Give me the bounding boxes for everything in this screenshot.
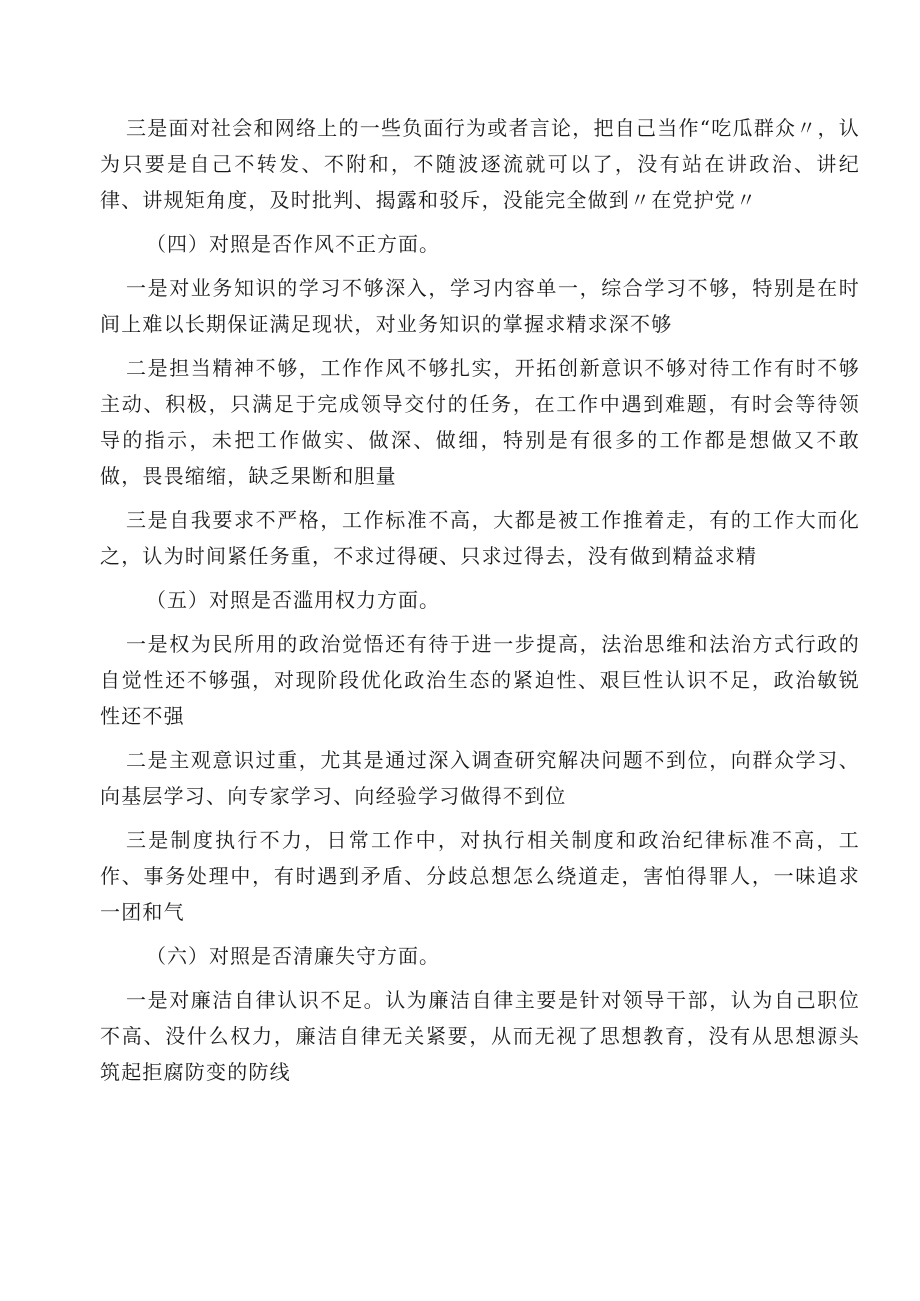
paragraph-ershi-dandang: 二是担当精神不够，工作作风不够扎实，开拓创新意识不够对待工作有时不够主动、积极，只满足于完成领导交付的任务，在工作中遇到难题，有时会等待领导的指示，未把工作做实、做深、做细，特别是有很多的工作都是想做又不敢做，畏畏缩缩，缺乏果断和胆量 [100,356,860,488]
paragraph-sanshi-wangluo: 三是面对社会和网络上的一些负面行为或者言论，把自己当作“吃瓜群众〃，认为只要是自己不转发、不附和，不随波逐流就可以了，没有站在讲政治、讲纪律、讲规矩角度，及时批判、揭露和驳斥，没能完全做到〃在党护党〃 [100,116,860,212]
spacer [100,342,860,350]
spacer [100,262,860,270]
spacer [100,930,860,938]
spacer [100,574,860,582]
spacer [100,618,860,626]
paragraph-sanshi-ziwo: 三是自我要求不严格，工作标准不高，大都是被工作推着走，有的工作大而化之，认为时间紧任务重，不求过得硬、只求过得去，没有做到精益求精 [100,508,860,568]
paragraph-sanshi-zhidu: 三是制度执行不力，日常工作中，对执行相关制度和政治纪律标准不高，工作、事务处理中，有时遇到矛盾、分歧总想怎么绕道走，害怕得罪人，一味追求一团和气 [100,828,860,924]
section-heading-6: （六）对照是否清廉失守方面。 [146,944,440,968]
spacer [100,218,860,226]
spacer [100,734,860,742]
document-page [100,110,860,1090]
paragraph-yishi-lianjie: 一是对廉洁自律认识不足。认为廉洁自律主要是针对领导干部，认为自己职位不高、没什么权力，廉洁自律无关紧要，从而无视了思想教育，没有从思想源头筑起拒腐防变的防线 [100,988,860,1084]
spacer [100,974,860,982]
paragraph-yishi-yewu: 一是对业务知识的学习不够深入，学习内容单一，综合学习不够，特别是在时间上难以长期保证满足现状，对业务知识的掌握求精求深不够 [100,276,860,336]
paragraph-ershi-zhuguan: 二是主观意识过重，尤其是通过深入调查研究解决问题不到位，向群众学习、向基层学习、向专家学习、向经验学习做得不到位 [100,748,860,808]
section-heading-4: （四）对照是否作风不正方面。 [146,232,440,256]
paragraph-yishi-quanwei: 一是权为民所用的政治觉悟还有待于进一步提高，法治思维和法治方式行政的自觉性还不够强，对现阶段优化政治生态的紧迫性、艰巨性认识不足，政治敏锐性还不强 [100,632,860,728]
spacer [100,494,860,502]
section-heading-5: （五）对照是否滥用权力方面。 [146,588,440,612]
spacer [100,814,860,822]
